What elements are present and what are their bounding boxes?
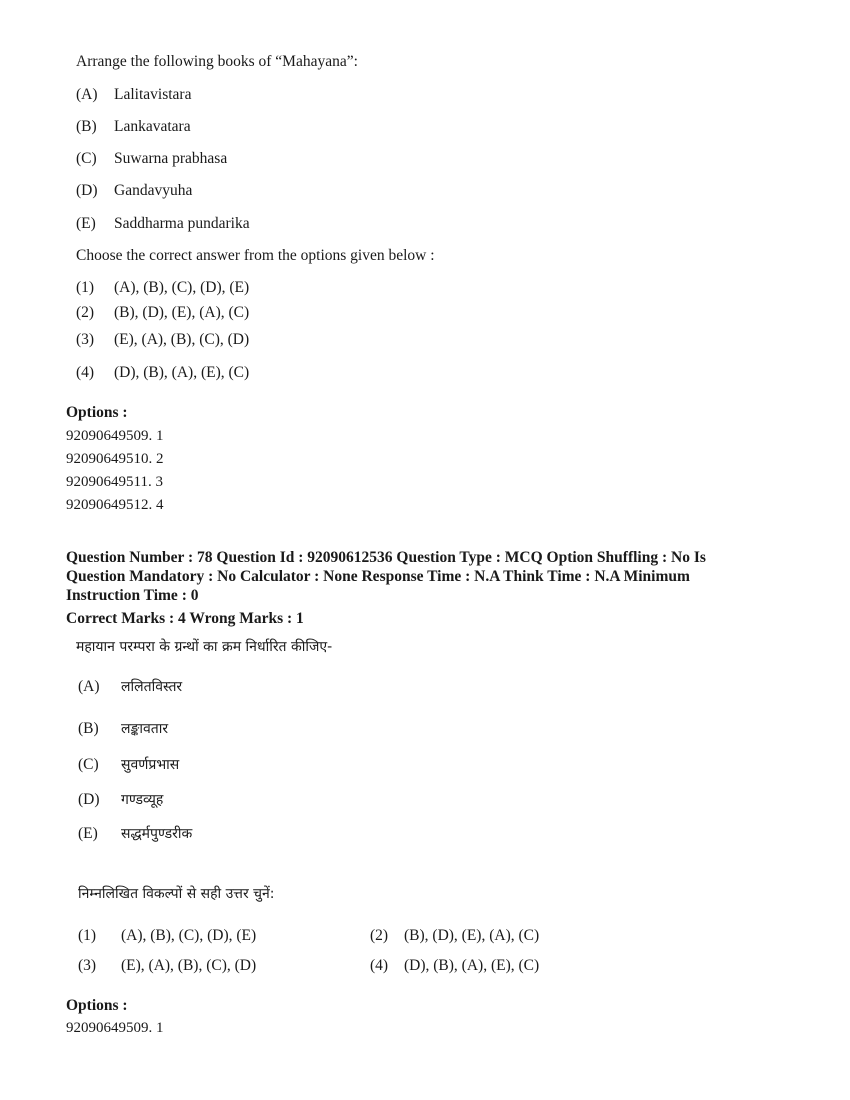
- item-text: Gandavyuha: [114, 182, 193, 199]
- options-heading: Options :: [66, 404, 128, 421]
- item-label: (C): [76, 150, 97, 167]
- answer-instruction-hindi: निम्नलिखित विकल्पों से सही उत्तर चुनें:: [78, 886, 275, 902]
- item-label: (A): [78, 678, 100, 695]
- option-id: 92090649512. 4: [66, 497, 164, 513]
- item-label: (B): [78, 720, 99, 737]
- choice-number: (4): [370, 957, 389, 974]
- choice-text: (E), (A), (B), (C), (D): [114, 331, 250, 348]
- choice-number: (4): [76, 364, 95, 381]
- item-label: (E): [76, 215, 96, 232]
- list-item-d: [78, 790, 163, 809]
- choice-1: [78, 927, 256, 945]
- item-text: सद्धर्मपुण्डरीक: [121, 826, 193, 842]
- answer-instruction: Choose the correct answer from the options given below :: [76, 247, 435, 264]
- choice-2: [370, 927, 539, 945]
- choice-number: (2): [76, 304, 95, 321]
- item-text: Lankavatara: [114, 118, 191, 135]
- item-text: Suwarna prabhasa: [114, 150, 228, 167]
- choice-text: (A), (B), (C), (D), (E): [121, 927, 257, 944]
- choice-text: (B), (D), (E), (A), (C): [404, 927, 540, 944]
- choice-text: (E), (A), (B), (C), (D): [121, 957, 257, 974]
- choice-text: (B), (D), (E), (A), (C): [114, 304, 250, 321]
- choice-text: (D), (B), (A), (E), (C): [114, 364, 250, 381]
- choice-2: [76, 304, 249, 322]
- choice-1: [76, 279, 249, 297]
- option-id: 92090649511. 3: [66, 474, 163, 490]
- choice-number: (3): [78, 957, 97, 974]
- item-label: (D): [76, 182, 98, 199]
- option-id: 92090649509. 1: [66, 428, 164, 444]
- question-meta-line-1: Question Number : 78 Question Id : 92090612536 Question Type : MCQ Option Shuffling : No Is: [66, 549, 706, 566]
- choice-4: [370, 957, 539, 975]
- item-label: (B): [76, 118, 97, 135]
- question-marks: Correct Marks : 4 Wrong Marks : 1: [66, 610, 304, 627]
- item-text: Lalitavistara: [114, 86, 192, 103]
- list-item-a: [78, 677, 182, 696]
- option-id: 92090649509. 1: [66, 1020, 164, 1036]
- list-item-e: [78, 824, 192, 843]
- item-text: Saddharma pundarika: [114, 215, 250, 232]
- choice-4: [76, 364, 249, 382]
- item-label: (D): [78, 791, 100, 808]
- option-id: 92090649510. 2: [66, 451, 164, 467]
- list-item-e: [76, 215, 250, 233]
- list-item-d: [76, 182, 192, 200]
- list-item-a: [76, 86, 191, 104]
- question-meta-line-2: Question Mandatory : No Calculator : None Response Time : N.A Think Time : N.A Minimum: [66, 568, 690, 585]
- item-text: लङ्कावतार: [121, 721, 169, 737]
- options-heading: Options :: [66, 997, 128, 1014]
- item-label: (A): [76, 86, 98, 103]
- question-stem-hindi: महायान परम्परा के ग्रन्थों का क्रम निर्धारित कीजिए-: [76, 639, 333, 655]
- list-item-c: [76, 150, 227, 168]
- list-item-c: [78, 755, 179, 774]
- item-label: (C): [78, 756, 99, 773]
- choice-number: (1): [76, 279, 95, 296]
- list-item-b: [78, 719, 168, 738]
- choice-number: (3): [76, 331, 95, 348]
- choice-number: (1): [78, 927, 97, 944]
- question-stem: Arrange the following books of “Mahayana”:: [76, 53, 358, 70]
- choice-number: (2): [370, 927, 389, 944]
- choice-3: [76, 331, 249, 349]
- item-label: (E): [78, 825, 98, 842]
- question-meta-line-3: Instruction Time : 0: [66, 587, 199, 604]
- item-text: गण्डव्यूह: [121, 792, 164, 808]
- choice-3: [78, 957, 256, 975]
- list-item-b: [76, 118, 191, 136]
- choice-text: (A), (B), (C), (D), (E): [114, 279, 250, 296]
- choice-text: (D), (B), (A), (E), (C): [404, 957, 540, 974]
- item-text: सुवर्णप्रभास: [121, 757, 180, 773]
- item-text: ललितविस्तर: [121, 679, 183, 695]
